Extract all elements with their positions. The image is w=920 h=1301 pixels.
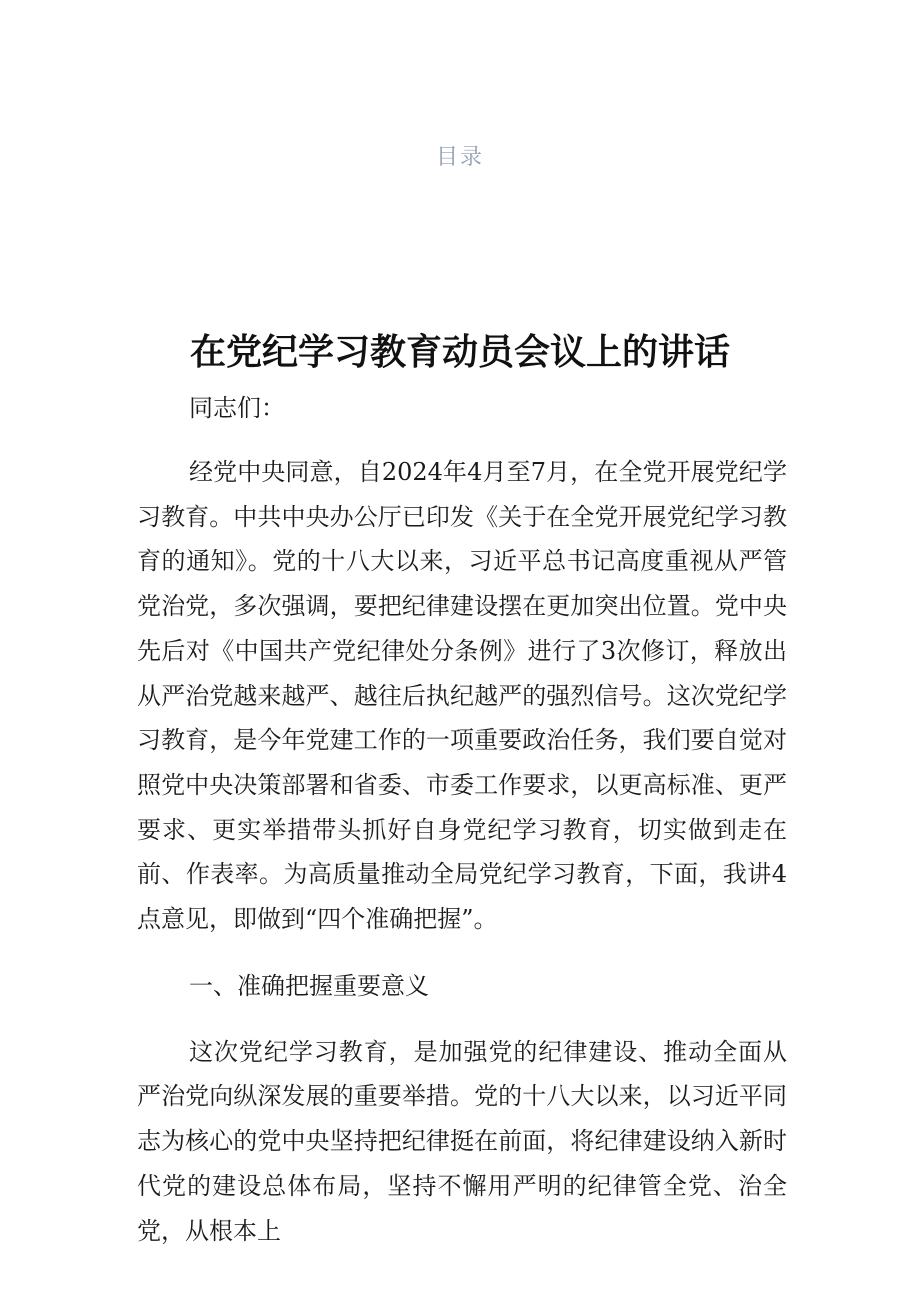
toc-heading: 目录 — [435, 145, 484, 170]
section-1-heading: 一、准确把握重要意义 — [189, 971, 429, 1000]
paragraph-1: 经党中央同意，自2024年4月至7月，在全党开展党纪学习教育。中共中央办公厅已印发《关于在全党开展党纪学习教育的通知》。党的十八大以来，习近平总书记高度重视从严管党治党，多次强调，要把纪律建设摆在更加突出位置。党中央先后对《中国共产党纪律处分条例》进行了3次修订，释放出从严治党越来越严、越往后执纪越严的强烈信号。这次党纪学习教育，是今年党建工作的一项重要政治任务，我们要自觉对照党中央决策部署和省委、市委工作要求，以更高标准、更严要求、更实举措带头抓好自身党纪学习教育，切实做到走在前、作表率。为高质量推动全局党纪学习教育，下面，我讲4点意见，即做到“四个准确把握”。 — [137, 458, 787, 934]
document-title: 在党纪学习教育动员会议上的讲话 — [189, 332, 730, 374]
document-body — [137, 386, 787, 1253]
paragraph-2: 这次党纪学习教育，是加强党的纪律建设、推动全面从严治党向纵深发展的重要举措。党的十八大以来，以习近平同志为核心的党中央坚持把纪律挺在前面，将纪律建设纳入新时代党的建设总体布局，坚持不懈用严明的纪律管全党、治全党，从根本上 — [137, 1037, 787, 1245]
salutation: 同志们： — [189, 394, 285, 422]
